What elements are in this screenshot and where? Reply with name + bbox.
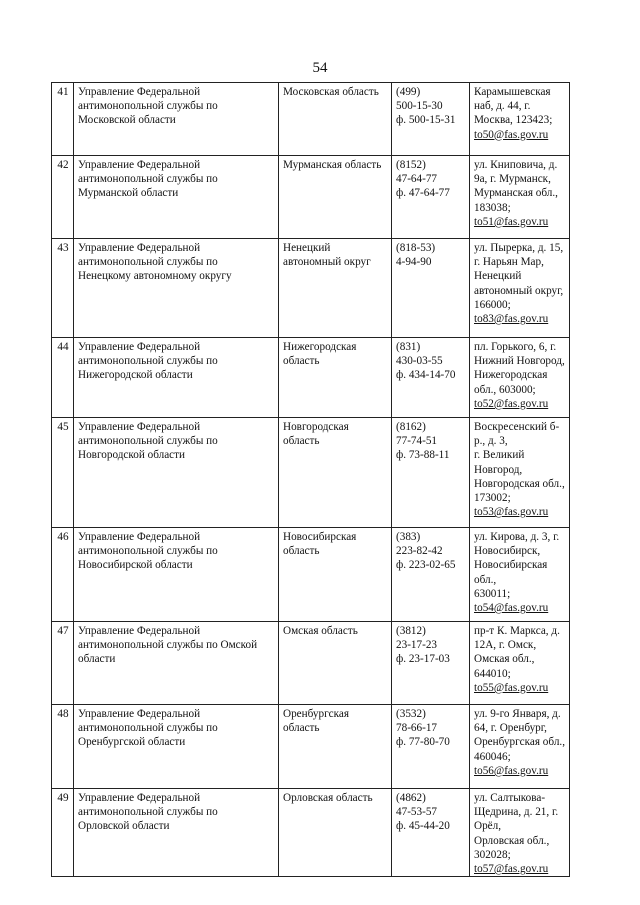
phone-line: 4-94-90 — [396, 256, 432, 269]
address-line: 302028; — [474, 848, 511, 861]
region-cell — [279, 528, 392, 622]
region-line: Ненецкий — [283, 242, 331, 254]
phone-line: ф. 434-14-70 — [396, 369, 456, 382]
email-link[interactable]: to52@fas.gov.ru — [474, 397, 549, 410]
office-name-line: Управление Федеральной — [78, 86, 201, 98]
address-line: ул. Салтыкова- — [474, 792, 546, 804]
office-name-line: антимонопольной службы по — [78, 256, 218, 269]
table-row — [52, 83, 570, 156]
office-name-line: Управление Федеральной — [78, 341, 201, 353]
address-line: Орёл, — [474, 820, 502, 833]
phone-cell — [392, 789, 470, 877]
region-line: Орловская область — [283, 792, 373, 804]
office-name-line: Управление Федеральной — [78, 708, 201, 720]
row-number: 41 — [52, 83, 74, 156]
region-line: Мурманская область — [283, 159, 382, 171]
office-name-line: Новгородской области — [78, 449, 186, 462]
office-name-cell — [74, 418, 279, 528]
phone-line: ф. 223-02-65 — [396, 559, 456, 572]
email-link[interactable]: to83@fas.gov.ru — [474, 313, 549, 326]
region-cell — [279, 156, 392, 239]
office-name-line: Управление Федеральной — [78, 625, 201, 637]
phone-line: 47-64-77 — [396, 173, 438, 186]
address-line: ул. Кирова, д. 3, г. — [474, 531, 560, 543]
office-name-line: Нижегородской области — [78, 369, 193, 382]
phone-cell — [392, 622, 470, 705]
address-line: Новгород, — [474, 463, 523, 476]
table-row — [52, 338, 570, 418]
phone-line: ф. 45-44-20 — [396, 820, 450, 833]
region-cell — [279, 239, 392, 338]
office-name-line: антимонопольной службы по — [78, 435, 218, 448]
office-name-line: Новосибирской области — [78, 559, 193, 572]
phone-line: (831) — [396, 341, 421, 353]
office-name-cell — [74, 83, 279, 156]
region-line: область — [283, 435, 320, 448]
office-name-line: Московской области — [78, 114, 176, 127]
email-link[interactable]: to51@fas.gov.ru — [474, 215, 549, 228]
region-line: область — [283, 355, 320, 368]
office-name-cell — [74, 705, 279, 789]
address-line: Новгородская обл., — [474, 477, 565, 490]
phone-line: ф. 73-88-11 — [396, 449, 450, 462]
office-name-line: антимонопольной службы по — [78, 173, 218, 186]
region-cell — [279, 338, 392, 418]
address-line: Карамышевская — [474, 86, 551, 98]
address-line: ул. Пырерка, д. 15, — [474, 242, 564, 254]
office-name-cell — [74, 239, 279, 338]
office-name-line: области — [78, 653, 116, 666]
address-line: Новосибирск, — [474, 545, 541, 558]
phone-line: ф. 47-64-77 — [396, 187, 450, 200]
row-number: 42 — [52, 156, 74, 239]
region-cell — [279, 83, 392, 156]
region-cell — [279, 418, 392, 528]
address-line: Щедрина, д. 21, г. — [474, 806, 559, 819]
address-line: 173002; — [474, 492, 511, 505]
address-line: Нижний Новгород, — [474, 355, 565, 368]
office-name-line: Ненецкому автономному округу — [78, 270, 232, 283]
office-name-line: Орловской области — [78, 820, 170, 833]
office-name-cell — [74, 156, 279, 239]
region-line: область — [283, 545, 320, 558]
row-number: 49 — [52, 789, 74, 877]
office-name-line: антимонопольной службы по — [78, 355, 218, 368]
office-name-line: Управление Федеральной — [78, 242, 201, 254]
region-line: Московская область — [283, 86, 379, 98]
region-line: автономный округ — [283, 256, 371, 269]
email-link[interactable]: to54@fas.gov.ru — [474, 602, 549, 615]
office-name-line: антимонопольной службы по Омской — [78, 639, 258, 652]
region-line: Новосибирская — [283, 531, 357, 543]
address-line: 166000; — [474, 298, 511, 311]
address-line: наб, д. 44, г. — [474, 100, 531, 113]
address-line: Нижегородская — [474, 369, 548, 382]
phone-line: (8162) — [396, 421, 426, 433]
table-row — [52, 156, 570, 239]
address-cell — [470, 622, 570, 705]
address-line: Ненецкий — [474, 270, 522, 283]
office-name-line: Оренбургской области — [78, 736, 186, 749]
address-line: автономный округ, — [474, 284, 564, 297]
address-line: г. Нарьян Мар, — [474, 256, 544, 269]
phone-line: 430-03-55 — [396, 355, 443, 368]
address-line: Новосибирская — [474, 559, 548, 572]
phone-line: ф. 23-17-03 — [396, 653, 450, 666]
address-cell — [470, 705, 570, 789]
office-name-line: Управление Федеральной — [78, 531, 201, 543]
office-name-line: Мурманской области — [78, 187, 179, 200]
phone-line: ф. 500-15-31 — [396, 114, 456, 127]
region-cell — [279, 705, 392, 789]
phone-line: 223-82-42 — [396, 545, 443, 558]
row-number: 48 — [52, 705, 74, 789]
email-link[interactable]: to50@fas.gov.ru — [474, 128, 549, 141]
phone-line: (8152) — [396, 159, 426, 171]
phone-cell — [392, 528, 470, 622]
region-line: Новгородская — [283, 421, 349, 433]
office-name-line: Управление Федеральной — [78, 159, 201, 171]
office-name-cell — [74, 789, 279, 877]
email-link[interactable]: to56@fas.gov.ru — [474, 764, 549, 777]
address-line: обл., 603000; — [474, 383, 536, 396]
address-cell — [470, 156, 570, 239]
row-number: 44 — [52, 338, 74, 418]
address-cell — [470, 418, 570, 528]
offices-table — [51, 82, 570, 877]
address-line: Москва, 123423; — [474, 114, 553, 127]
address-line: Орловская обл., — [474, 834, 550, 847]
row-number: 43 — [52, 239, 74, 338]
address-line: 64, г. Оренбург, — [474, 722, 547, 735]
office-name-line: Управление Федеральной — [78, 421, 201, 433]
phone-line: 47-53-57 — [396, 806, 438, 819]
region-cell — [279, 789, 392, 877]
address-cell — [470, 83, 570, 156]
region-cell — [279, 622, 392, 705]
table-row — [52, 239, 570, 338]
phone-line: (383) — [396, 531, 421, 543]
address-line: 460046; — [474, 750, 511, 763]
address-line: ул. Книповича, д. — [474, 159, 558, 171]
phone-cell — [392, 239, 470, 338]
address-line: Воскресенский б- — [474, 421, 560, 433]
region-line: Омская область — [283, 625, 358, 637]
phone-cell — [392, 338, 470, 418]
address-cell — [470, 338, 570, 418]
page-number: 54 — [312, 60, 328, 76]
office-name-line: антимонопольной службы по — [78, 100, 218, 113]
address-line: 644010; — [474, 667, 511, 680]
row-number: 45 — [52, 418, 74, 528]
phone-line: 77-74-51 — [396, 435, 438, 448]
table-row — [52, 789, 570, 877]
address-line: р., д. 3, — [474, 435, 508, 448]
office-name-cell — [74, 338, 279, 418]
phone-line: ф. 77-80-70 — [396, 736, 450, 749]
table-row — [52, 705, 570, 789]
phone-cell — [392, 156, 470, 239]
office-name-line: Управление Федеральной — [78, 792, 201, 804]
office-name-line: антимонопольной службы по — [78, 806, 218, 819]
phone-cell — [392, 705, 470, 789]
office-name-cell — [74, 622, 279, 705]
row-number: 47 — [52, 622, 74, 705]
phone-line: (3532) — [396, 708, 426, 720]
phone-line: (3812) — [396, 625, 426, 637]
region-line: Нижегородская — [283, 341, 357, 353]
address-line: 12А, г. Омск, — [474, 639, 537, 652]
office-name-line: антимонопольной службы по — [78, 545, 218, 558]
row-number: 46 — [52, 528, 74, 622]
office-name-cell — [74, 528, 279, 622]
address-line: Мурманская обл., — [474, 187, 558, 200]
table-row — [52, 418, 570, 528]
address-line: обл., — [474, 573, 497, 586]
region-line: Оренбургская — [283, 708, 350, 720]
address-line: Оренбургская обл., — [474, 736, 565, 749]
table-row — [52, 622, 570, 705]
address-line: 9а, г. Мурманск, — [474, 173, 551, 186]
phone-line: (499) — [396, 86, 421, 98]
phone-cell — [392, 418, 470, 528]
phone-line: 23-17-23 — [396, 639, 438, 652]
address-line: 630011; — [474, 587, 511, 600]
address-cell — [470, 239, 570, 338]
phone-line: 500-15-30 — [396, 100, 443, 113]
phone-line: (4862) — [396, 792, 426, 804]
email-link[interactable]: to53@fas.gov.ru — [474, 506, 549, 519]
email-link[interactable]: to55@fas.gov.ru — [474, 681, 549, 694]
address-cell — [470, 528, 570, 622]
address-line: пл. Горького, 6, г. — [474, 341, 557, 353]
address-line: 183038; — [474, 201, 511, 214]
address-line: г. Великий — [474, 449, 525, 462]
phone-line: 78-66-17 — [396, 722, 438, 735]
address-line: Омская обл., — [474, 653, 535, 666]
phone-line: (818-53) — [396, 242, 436, 254]
table-row — [52, 528, 570, 622]
address-line: ул. 9-го Января, д. — [474, 708, 561, 720]
offices-table-body — [52, 83, 570, 877]
email-link[interactable]: to57@fas.gov.ru — [474, 863, 549, 876]
address-line: пр-т К. Маркса, д. — [474, 625, 560, 637]
office-name-line: антимонопольной службы по — [78, 722, 218, 735]
region-line: область — [283, 722, 320, 735]
phone-cell — [392, 83, 470, 156]
address-cell — [470, 789, 570, 877]
